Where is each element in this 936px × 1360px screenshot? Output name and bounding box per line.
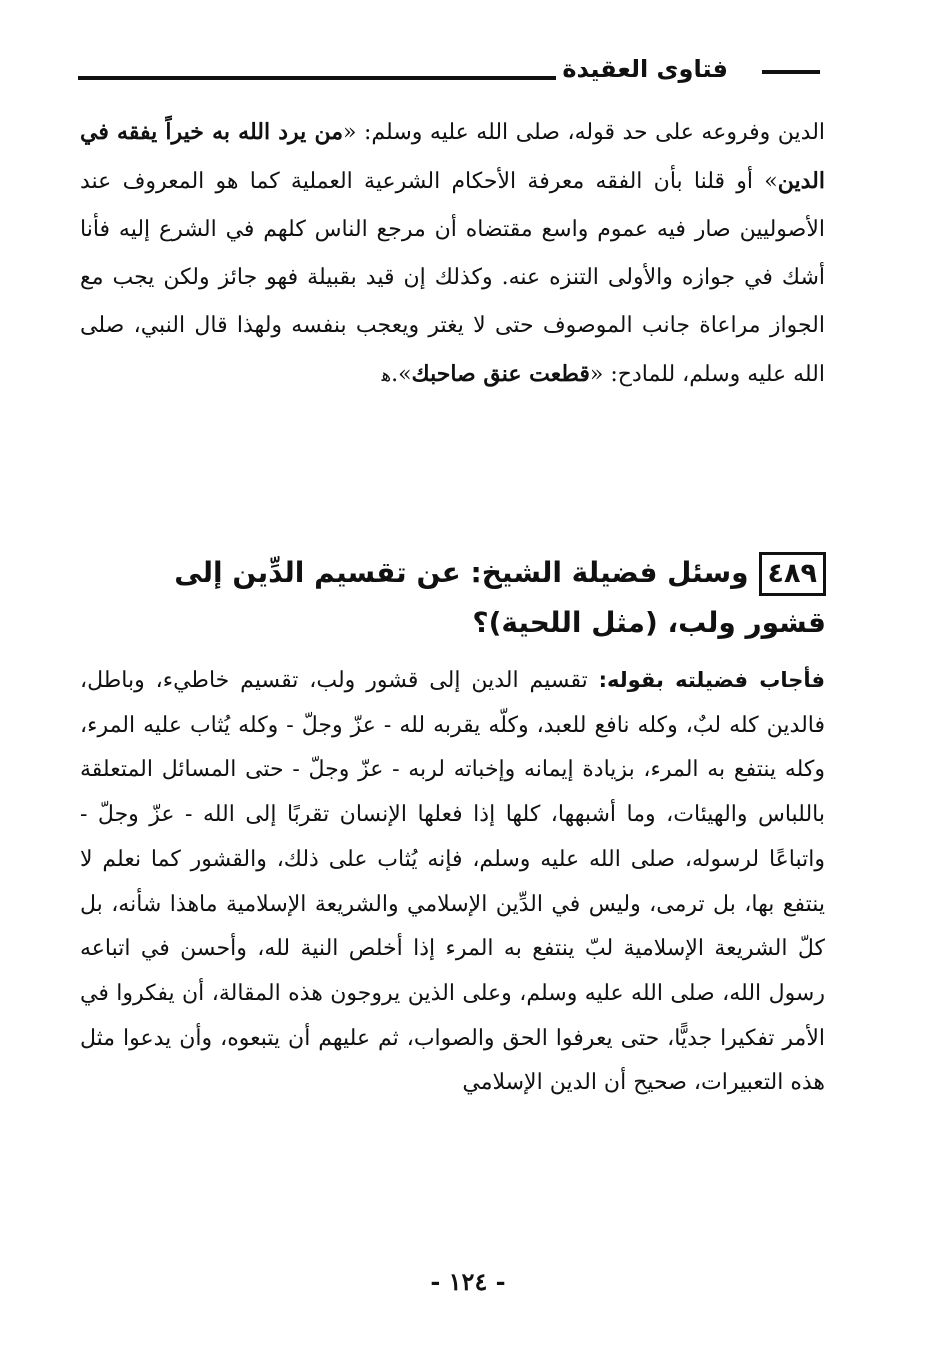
running-header bbox=[78, 52, 820, 92]
question-number-box: ٤٨٩ bbox=[759, 552, 826, 596]
answer-lead: فأجاب فضيلته بقوله: bbox=[598, 668, 825, 692]
intro-paragraph bbox=[80, 108, 825, 400]
answer-paragraph bbox=[80, 658, 825, 1106]
hadith-quote-2: قطعت عنق صاحبك bbox=[411, 361, 590, 387]
intro-text-part3: ». bbox=[391, 362, 412, 387]
end-mark: ﻫ bbox=[381, 365, 392, 386]
header-rule-long bbox=[78, 76, 556, 80]
header-rule-short bbox=[762, 70, 820, 74]
page-number: - ١٢٤ - bbox=[430, 1267, 506, 1296]
question-text: وسئل فضيلة الشيخ: عن تقسيم الدِّين إلى قشور ولب، (مثل اللحية)؟ bbox=[174, 556, 826, 639]
intro-text-part1: الدين وفروعه على حد قوله، صلى الله عليه وسلم: « bbox=[343, 120, 826, 145]
hadith-quote-1: من يرد الله به خيراً يفقه في الدين bbox=[80, 119, 825, 194]
intro-text-part2: » أو قلنا بأن الفقه معرفة الأحكام الشرعية العملية كما هو المعروف عند الأصوليين صار فيه عموم واسع مقتضاه أن مرجع الناس كلهم في الشرع إليه فأنا أشك في جوازه والأولى التنزه عنه. وكذلك إن قيد بقبيلة فهو جائز ولكن يجب مع الجواز مراعاة جانب الموصوف حتى لا يغتر ويعجب بنفسه ولهذا قال النبي، صلى الله عليه وسلم، للمادح: « bbox=[80, 169, 825, 387]
fatwa-question bbox=[84, 548, 826, 648]
header-title: فتاوى العقيدة bbox=[562, 55, 728, 83]
answer-text: تقسيم الدين إلى قشور ولب، تقسيم خاطيء، وباطل، فالدين كله لبٌ، وكله نافع للعبد، وكلّه يقربه لله - عزّ وجلّ - وكله يُثاب عليه المرء، وكله ينتفع به المرء، بزيادة إيمانه وإخباته لربه - عزّ وجلّ - حتى المسائل المتعلقة باللباس والهيئات، وما أشبهها، كلها إذا فعلها الإنسان تقربًا إلى الله - عزّ وجلّ - واتباعًا لرسوله، صلى الله عليه وسلم، فإنه يُثاب على ذلك، والقشور كما نعلم لا ينتفع بها، بل ترمى، وليس في الدِّين الإسلامي والشريعة الإسلامية ماهذا شأنه، بل كلّ الشريعة الإسلامية لبّ ينتفع به المرء إذا أخلص النية لله، وأحسن في اتباعه رسول الله، صلى الله عليه وسلم، وعلى الذين يروجون هذه المقالة، أن يفكروا في الأمر تفكيرا جديًّا، حتى يعرفوا الحق والصواب، ثم عليهم أن يتبعوه، وأن يدعوا مثل هذه التعبيرات، صحيح أن الدين الإسلامي bbox=[80, 668, 825, 1096]
